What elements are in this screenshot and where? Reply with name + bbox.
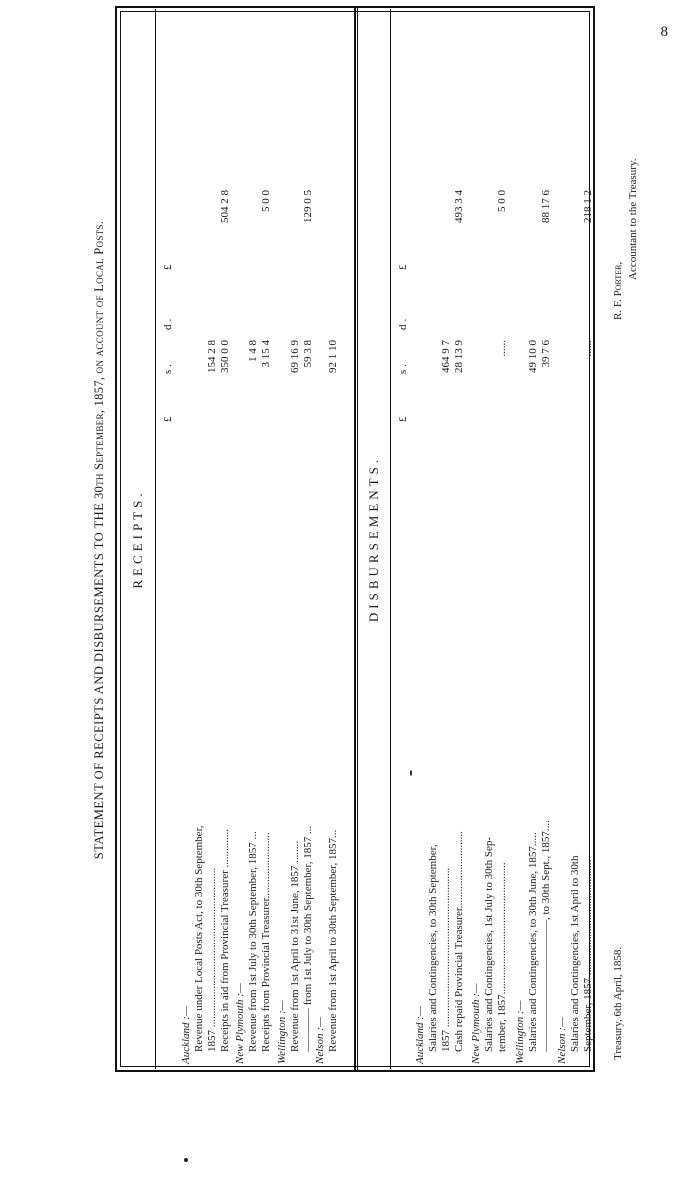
- receipts-auckland-total: 504 2 8: [219, 190, 231, 223]
- heading-rule-2: [390, 9, 391, 1069]
- shillings-header: s.: [162, 360, 174, 374]
- disb-wel-total: 88 17 6: [540, 190, 552, 223]
- receipts-nelson: Nelson :— Revenue from 1st April to 30th September, 1857...: [314, 829, 339, 1064]
- section-divider: [354, 6, 358, 1072]
- signatory: R. F. Porter,: [612, 261, 624, 320]
- treasury-date: Treasury, 6th April, 1858.: [612, 946, 624, 1060]
- disb-nel-value: ......: [582, 340, 594, 357]
- disb-np-value: ......: [496, 340, 508, 357]
- title-rest: 30th September, 1857, on account of Local Posts.: [92, 220, 106, 500]
- disb-auck-value-2: 28 13 9: [453, 340, 465, 373]
- disb-wel-value-2: 39 7 6: [540, 340, 552, 368]
- receipts-heading: RECEIPTS.: [130, 489, 145, 589]
- disb-wellington: Wellington :— Salaries and Contingencies, to 30th June, 1857..... ————————————, to 30th Sept., 1857....: [514, 820, 552, 1064]
- page-number: 8: [660, 24, 668, 40]
- disb-new-plymouth: New Plymouth :— Salaries and Contingencies, 1st July to 30th Sep- tember, 1857................................................: [470, 836, 508, 1064]
- disb-nelson: Nelson :— Salaries and Contingencies, 1st April to 30th September, 1857 ..........................................: [556, 855, 594, 1064]
- pounds-header-3: £: [397, 413, 409, 422]
- pounds-header: £: [162, 413, 174, 422]
- receipts-auckland-value-1: 154 2 8: [206, 340, 218, 373]
- receipts-wel-value-1: 69 16 9: [289, 340, 301, 373]
- title-main: STATEMENT OF RECEIPTS AND DISBURSEMENTS TO THE: [92, 502, 106, 860]
- receipts-wellington: Wellington :— Revenue from 1st April to 31st June, 1857 ........ ———— from 1st July to 30th September, 1857 ...: [276, 825, 314, 1064]
- disbursements-heading: DISBURSEMENTS.: [366, 455, 381, 623]
- receipts-np-value-2: 3 15 4: [260, 340, 272, 368]
- disb-auck-total: 493 3 4: [453, 190, 465, 223]
- receipts-wel-value-2: 59 3 8: [302, 340, 314, 368]
- disb-np-total: 5 0 0: [496, 190, 508, 212]
- disb-nel-total: 218 1 2: [582, 190, 594, 223]
- receipts-np-total: 5 0 0: [260, 190, 272, 212]
- disb-auck-value-1: 464 9 7: [440, 340, 452, 373]
- pence-header: d.: [162, 315, 174, 330]
- signatory-position: Accountant to the Treasury.: [627, 158, 639, 280]
- receipts-auckland: Auckland :— Revenue under Local Posts Act, to 30th September, 1857 .......................................................... Receipts in aid from Provincial Treasurer ..............: [180, 825, 231, 1064]
- pence-header-2: d.: [397, 315, 409, 330]
- rotated-statement: [52, 0, 692, 1080]
- pounds-header-2: £: [162, 261, 174, 270]
- shillings-header-2: s.: [397, 360, 409, 374]
- pounds-header-4: £: [397, 261, 409, 270]
- receipts-new-plymouth: New Plymouth :— Revenue from 1st July to 30th September, 1857 ... Receipts from Provincial Treasurer........................: [234, 831, 272, 1064]
- ink-speck: [184, 1158, 188, 1162]
- disb-auckland: Auckland :— Salaries and Contingencies, to 30th September, 1857 .......................................................... Cash repaid Provincial Treasurer............................: [414, 831, 465, 1064]
- receipts-wel-total: 129 0 5: [302, 190, 314, 223]
- statement-title: [92, 0, 107, 1080]
- receipts-nel-value-1: 92 1 10: [327, 340, 339, 373]
- receipts-np-value-1: 1 4 8: [247, 340, 259, 362]
- disb-wel-value-1: 49 10 0: [527, 340, 539, 373]
- receipts-auckland-value-2: 350 0 0: [219, 340, 231, 373]
- heading-rule: [155, 9, 156, 1069]
